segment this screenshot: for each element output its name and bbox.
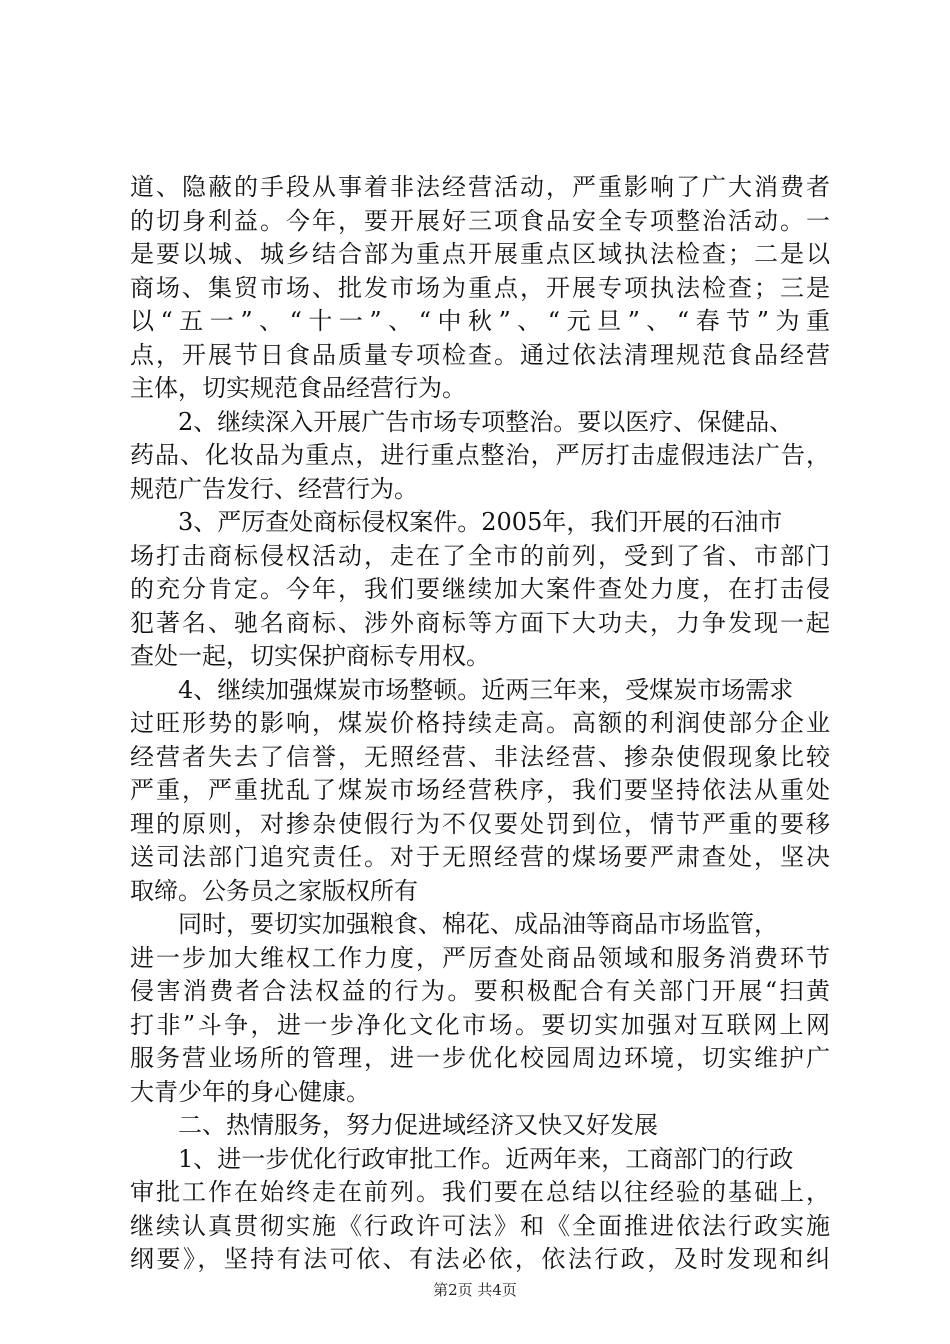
text-line: 大青少年的身心健康。 (130, 1077, 370, 1106)
text-line: 规范广告发行、经营行为。 (130, 474, 418, 503)
text-line: 犯著名、驰名商标、涉外商标等方面下大功夫，力争发现一起 (130, 608, 830, 637)
page-number: 第2页 共4页 (433, 1281, 517, 1299)
text-line: 送司法部门追究责任。对于无照经营的煤场要严肃查处，坚决 (130, 843, 830, 871)
text-line: 经营者失去了信誉，无照经营、非法经营、掺杂使假现象比较 (130, 742, 830, 771)
section-heading: 二、热情服务，努力促进域经济又快又好发展 (178, 1111, 658, 1139)
text-line: 2、继续深入开展广告市场专项整治。要以医疗、保健品、 (178, 407, 794, 436)
text-line: 以“五一”、“十一”、“中秋”、“元旦”、“春节”为重 (130, 307, 830, 335)
text-line: 取缔。公务员之家版权所有 (130, 876, 418, 905)
page-footer (0, 1280, 950, 1300)
text-line: 点，开展节日食品质量专项检查。通过依法清理规范食品经营 (130, 340, 830, 369)
text-line: 同时，要切实加强粮食、棉花、成品油等商品市场监管， (178, 910, 778, 938)
text-line: 理的原则，对掺杂使假行为不仅要处罚到位，情节严重的要移 (130, 809, 830, 838)
text-line: 审批工作在始终走在前列。我们要在总结以往经验的基础上， (130, 1178, 830, 1206)
text-line: 查处一起，切实保护商标专用权。 (130, 642, 490, 670)
text-line: 道、隐蔽的手段从事着非法经营活动，严重影响了广大消费者 (130, 173, 830, 201)
text-line: 场打击商标侵权活动，走在了全市的前列，受到了省、市部门 (130, 541, 830, 570)
text-line: 是要以城、城乡结合部为重点开展重点区域执法检查；二是以 (130, 240, 830, 268)
document-body (130, 171, 830, 1277)
text-line: 的充分肯定。今年，我们要继续加大案件查处力度，在打击侵 (130, 575, 830, 603)
text-line: 主体，切实规范食品经营行为。 (130, 374, 466, 402)
text-line: 的切身利益。今年，要开展好三项食品安全专项整治活动。一 (130, 206, 830, 235)
text-line: 继续认真贯彻实施《行政许可法》和《全面推进依法行政实施 (130, 1211, 830, 1240)
text-line: 服务营业场所的管理，进一步优化校园周边环境，切实维护广 (130, 1044, 830, 1072)
text-line: 严重，严重扰乱了煤炭市场经营秩序，我们要坚持依法从重处 (130, 776, 830, 804)
text-line: 药品、化妆品为重点，进行重点整治，严厉打击虚假违法广告， (130, 441, 830, 469)
text-line: 侵害消费者合法权益的行为。要积极配合有关部门开展“扫黄 (130, 977, 830, 1005)
text-line: 过旺形势的影响，煤炭价格持续走高。高额的利润使部分企业 (130, 709, 830, 737)
text-line: 1、进一步优化行政审批工作。近两年来，工商部门的行政 (178, 1144, 794, 1173)
text-line: 商场、集贸市场、批发市场为重点，开展专项执法检查；三是 (130, 273, 830, 302)
text-line: 进一步加大维权工作力度，严厉查处商品领域和服务消费环节 (130, 943, 830, 972)
text-line: 3、严厉查处商标侵权案件。2005年，我们开展的石油市 (178, 508, 783, 536)
text-line: 纲要》，坚持有法可依、有法必依，依法行政，及时发现和纠 (130, 1245, 830, 1273)
text-line: 4、继续加强煤炭市场整顿。近两三年来，受煤炭市场需求 (178, 675, 794, 704)
text-line: 打非”斗争，进一步净化文化市场。要切实加强对互联网上网 (130, 1010, 830, 1039)
